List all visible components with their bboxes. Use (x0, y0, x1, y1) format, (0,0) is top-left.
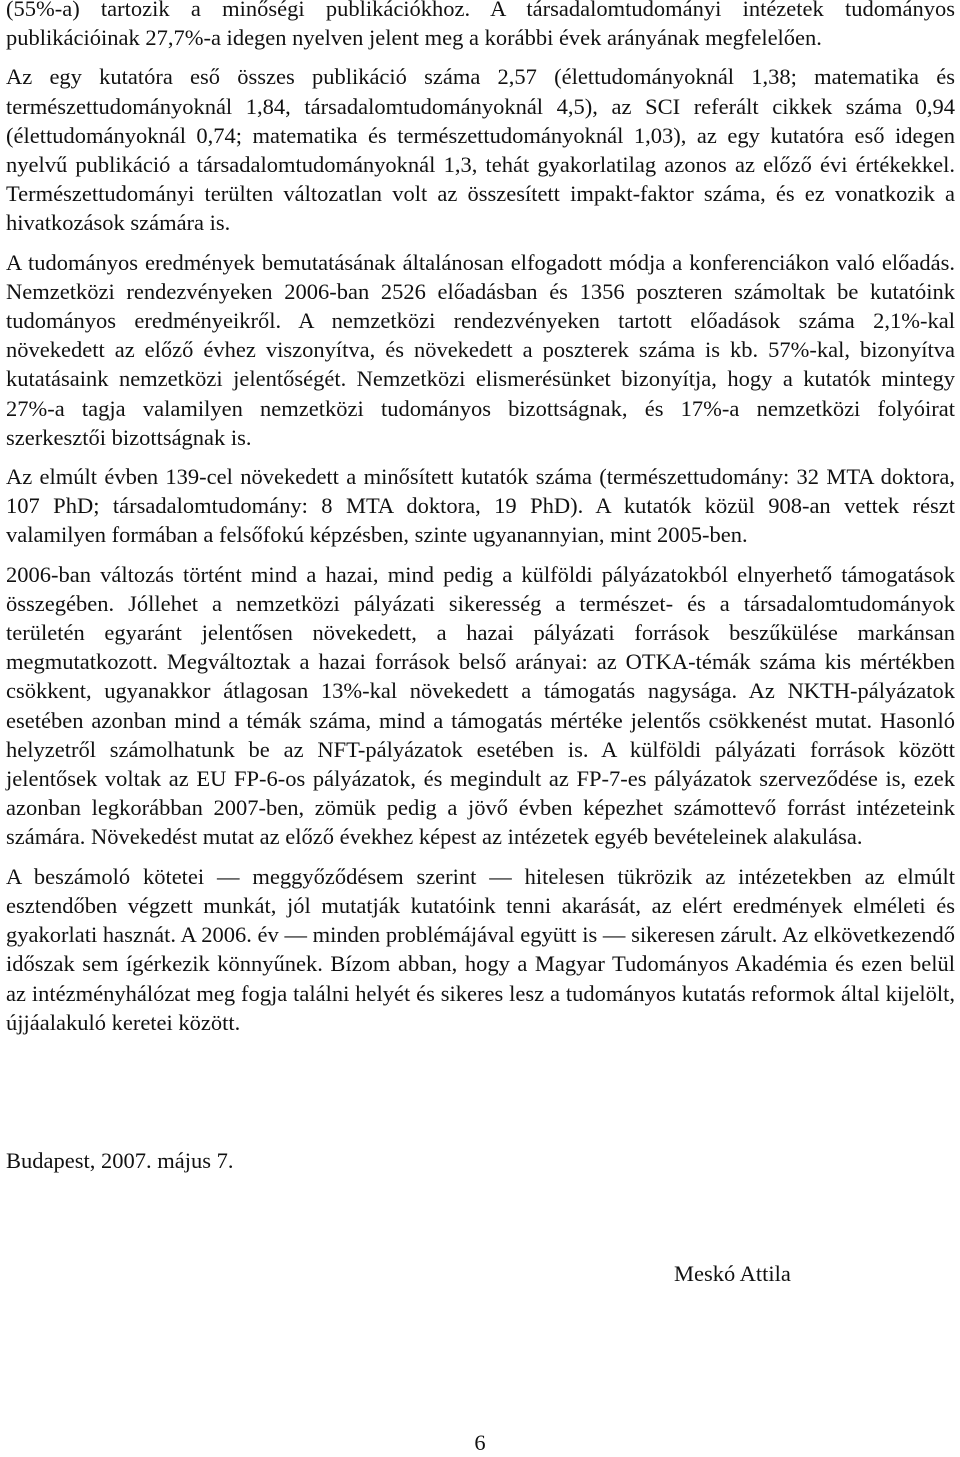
paragraph-publications-share: (55%-a) tartozik a minőségi publikációkhoz. A társadalomtudományi intézetek tudományos publikációinak 27,7%-a idegen nyelven jelent meg a korábbi évek arányának megfelelően. (6, 0, 955, 51)
paragraph-grants: 2006-ban változás történt mind a hazai, mind pedig a külföldi pályázatokból elnyerhető támogatások összegében. Jóllehet a nemzetközi pályázati sikeresség a természet- és a társadalomtudományok területén egyaránt jelentősen növekedett, a hazai pályázati források beszűkülése markánsan megmutatkozott. Megváltoztak a hazai források belső arányai: az OTKA-témák száma kis mértékben csökkent, ugyanakkor átlagosan 13%-kal növekedett a támogatás nagysága. Az NKTH-pályázatok esetében azonban mind a témák száma, mind a támogatás mértéke jelentős csökkenést mutat. Hasonló helyzetről számolhatunk be az NFT-pályázatok esetében is. A külföldi pályázati források között jelentősek voltak az EU FP-6-os pályázatok, és megindult az FP-7-es pályázatok szerveződése is, ezek azonban legkorábban 2007-ben, zömük pedig a jövő évben képezhet számottevő forrást intézeteink számára. Növekedést mutat az előző évekhez képest az intézetek egyéb bevételeinek alakulása. (6, 561, 955, 850)
paragraph-per-researcher-stats: Az egy kutatóra eső összes publikáció száma 2,57 (élettudományoknál 1,38; matematika és természettudományoknál 1,84, társadalomtudományoknál 4,5), az SCI referált cikkek száma 0,94 (élettudományoknál 0,74; matematika és természettudományoknál 1,03), az egy kutatóra eső idegen nyelvű publikáció a társadalomtudományoknál 1,3, tehát gyakorlatilag azonos az előző évi értékekkel. Természettudományi terülten változatlan volt az összesített impakt-faktor száma, és ez vonatkozik a hivatkozások számára is. (6, 64, 955, 236)
paragraph-conferences: A tudományos eredmények bemutatásának általánosan elfogadott módja a konferenciákon való előadás. Nemzetközi rendezvényeken 2006-ban 2526 előadásban és 1356 poszteren számoltak be kutatóink tudományos eredményeikről. A nemzetközi rendezvényeken tartott előadások száma 2,1%-kal növekedett az előző évhez viszonyítva, és növekedett a poszterek száma is kb. 57%-kal, bizonyítva kutatásaink nemzetközi jelentőségét. Nemzetközi elismerésünket bizonyítja, hogy a kutatók mintegy 27%-a tagja valamilyen nemzetközi tudományos bizottságnak, és 17%-a nemzetközi folyóirat szerkesztői bizottságnak is. (6, 249, 955, 450)
paragraph-gap (6, 852, 955, 862)
paragraph-gap (6, 550, 955, 560)
place-and-date: Budapest, 2007. május 7. (6, 1148, 234, 1173)
paragraph-gap (6, 238, 955, 248)
paragraph-gap (6, 52, 955, 62)
document-body (6, 0, 955, 1037)
paragraph-qualified-researchers: Az elmúlt évben 139-cel növekedett a minősített kutatók száma (természettudomány: 32 MTA doktora, 107 PhD; társadalomtudomány: 8 MTA doktora, 19 PhD). A kutatók közül 908-an vettek részt valamilyen formában a felsőfokú képzésben, szinte ugyanannyian, mint 2005-ben. (6, 464, 955, 548)
paragraph-gap (6, 452, 955, 462)
paragraph-conclusion: A beszámoló kötetei — meggyőződésem szerint — hitelesen tükrözik az intézetekben az elmúlt esztendőben végzett munkát, jól mutatják kutatóink tenni akarását, az elért eredmények elméleti és gyakorlati hasznát. A 2006. év — minden problémájával együtt is — sikeresen zárult. Az elkövetkezendő időszak sem ígérkezik könnyűnek. Bízom abban, hogy a Magyar Tudományos Akadémia és ezen belül az intézményhálózat meg fogja találni helyét és sikeres lesz a tudományos kutatás reformok által kijelölt, újjáalakuló keretei között. (6, 863, 955, 1035)
page-number: 6 (474, 1430, 486, 1455)
author-signature: Meskó Attila (674, 1261, 791, 1286)
